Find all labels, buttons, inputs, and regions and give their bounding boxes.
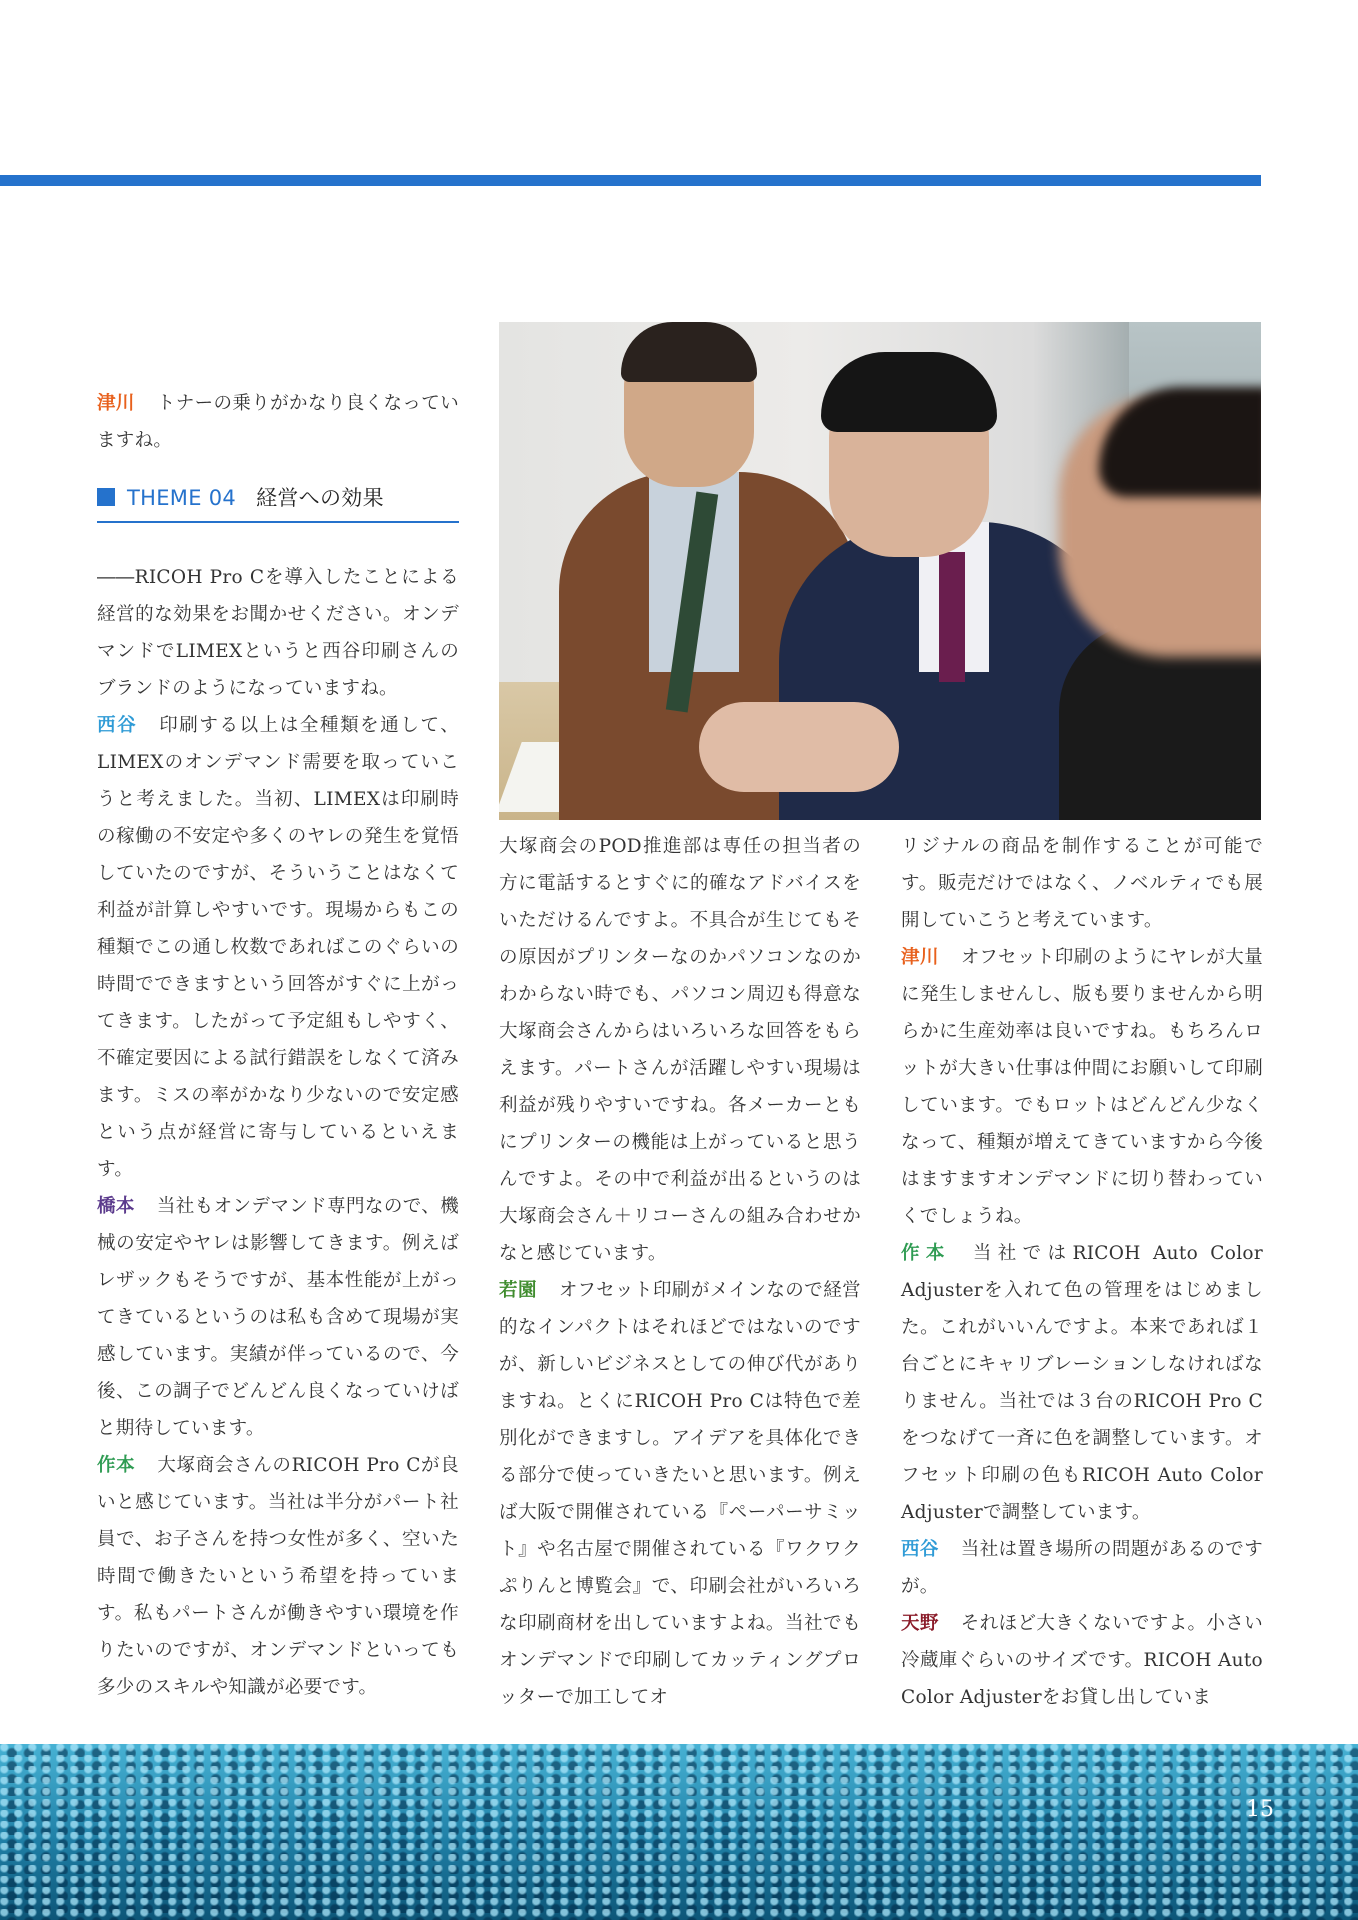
speaker-nishiya: 西谷 — [97, 715, 138, 736]
paragraph — [97, 707, 459, 1188]
paragraph-text: それほど大きくないですよ。小さい冷蔵庫ぐらいのサイズです。RICOH Auto Color Adjusterをお貸し出していま — [901, 1613, 1263, 1708]
fabric-texture-band — [0, 1744, 1358, 1920]
speaker-amano: 天野 — [901, 1613, 939, 1634]
paragraph — [901, 939, 1263, 1235]
meeting-photo — [499, 322, 1261, 820]
column-1 — [97, 385, 459, 1706]
paragraph — [97, 1188, 459, 1447]
speaker-hashimoto: 橋本 — [97, 1196, 135, 1217]
paragraph-text: 当社は置き場所の問題があるのですが。 — [901, 1539, 1263, 1597]
speaker-sakumoto: 作本 — [901, 1243, 951, 1264]
paragraph: 大塚商会のPOD推進部は専任の担当者の方に電話するとすぐに的確なアドバイスをいただけるんですよ。不具合が生じてもその原因がプリンターなのかパソコンなのかわからない時でも、パソコン周辺も得意な大塚商会さんからはいろいろな回答をもらえます。パートさんが活躍しやすい現場は利益が残りやすいですね。各メーカーともにプリンターの機能は上がっていると思うんですよ。その中で利益が出るというのは大塚商会さん＋リコーさんの組み合わせかなと感じています。 — [499, 836, 861, 1264]
paragraph — [97, 1447, 459, 1706]
paragraph-text: トナーの乗りがかなり良くなっていますね。 — [97, 393, 459, 451]
paragraph-text: 大塚商会さんのRICOH Pro Cが良いと感じています。当社は半分がパート社員で、お子さんを持つ女性が多く、空いた時間で働きたいという希望を持っています。私もパートさんが働きやすい環境を作りたいのですが、オンデマンドといっても多少のスキルや知識が必要です。 — [97, 1455, 459, 1698]
paragraph — [499, 1272, 861, 1716]
page-number: 15 — [1246, 1797, 1274, 1822]
paragraph: リジナルの商品を制作することが可能です。販売だけではなく、ノベルティでも展開していこうと考えています。 — [901, 836, 1263, 931]
square-icon — [97, 488, 115, 506]
theme-title: 経営への効果 — [256, 486, 384, 510]
person-left-hair — [621, 322, 757, 382]
theme-heading — [97, 477, 459, 523]
paragraph-text: 当社もオンデマンド専門なので、機械の安定やヤレは影響してきます。例えばレザックもそうですが、基本性能が上がってきているというのは私も含めて現場が実感しています。実績が伴っているので、今後、この調子でどんどん良くなっていけばと期待しています。 — [97, 1196, 459, 1439]
paragraph-text: オフセット印刷がメインなので経営的なインパクトはそれほどではないのですが、新しいビジネスとしての伸び代がありますね。とくにRICOH Pro Cは特色で差別化ができますし。アイデアを具体化できる部分で使っていきたいと思います。例えば大阪で開催されている『ペーパーサミット』や名古屋で開催されている『ワクワクぷりんと博覧会』で、印刷会社がいろいろな印刷商材を出していますよね。当社でもオンデマンドで印刷してカッティングプロッターで加工してオ — [499, 1280, 861, 1708]
paragraph-text: 当社ではRICOH Auto Color Adjusterを入れて色の管理をはじめました。これがいいんですよ。本来であれば１台ごとにキャリブレーションしなければなりません。当社では３台のRICOH Pro Cをつなげて一斉に色を調整しています。オフセット印刷の色もRICOH Auto Color Adjusterで調整しています。 — [901, 1243, 1263, 1523]
paragraph — [97, 385, 459, 459]
person-center-hands — [699, 702, 899, 792]
paragraph — [901, 1531, 1263, 1605]
column-2 — [499, 828, 861, 1716]
paragraph — [901, 1605, 1263, 1716]
speaker-nishiya: 西谷 — [901, 1539, 939, 1560]
question: ――RICOH Pro Cを導入したことによる経営的な効果をお聞かせください。オンデマンドでLIMEXというと西谷印刷さんのブランドのようになっていますね。 — [97, 567, 459, 699]
person-center-tie — [939, 552, 965, 682]
person-center-hair — [821, 352, 997, 432]
top-rule — [0, 175, 1261, 186]
paragraph-text: 印刷する以上は全種類を通して、LIMEXのオンデマンド需要を取っていこうと考えました。当初、LIMEXは印刷時の稼働の不安定や多くのヤレの発生を覚悟していたのですが、そういうことはなくて利益が計算しやすいです。現場からもこの種類でこの通し枚数であればこのぐらいの時間でできますという回答がすぐに上がってきます。したがって予定組もしやすく、不確定要因による試行錯誤をしなくて済みます。ミスの率がかなり少ないので安定感という点が経営に寄与しているといえます。 — [97, 715, 459, 1180]
paragraph — [901, 1235, 1263, 1531]
paragraph-text: オフセット印刷のようにヤレが大量に発生しませんし、版も要りませんから明らかに生産効率は良いですね。もちろんロットが大きい仕事は仲間にお願いして印刷しています。でもロットはどんどん少なくなって、種類が増えてきていますから今後はますますオンデマンドに切り替わっていくでしょうね。 — [901, 947, 1263, 1227]
speaker-wakazono: 若園 — [499, 1280, 537, 1301]
speaker-tsugawa: 津川 — [97, 393, 135, 414]
column-3 — [901, 828, 1263, 1716]
speaker-tsugawa: 津川 — [901, 947, 939, 968]
theme-label: THEME 04 — [127, 486, 237, 510]
speaker-sakumoto: 作本 — [97, 1455, 136, 1476]
